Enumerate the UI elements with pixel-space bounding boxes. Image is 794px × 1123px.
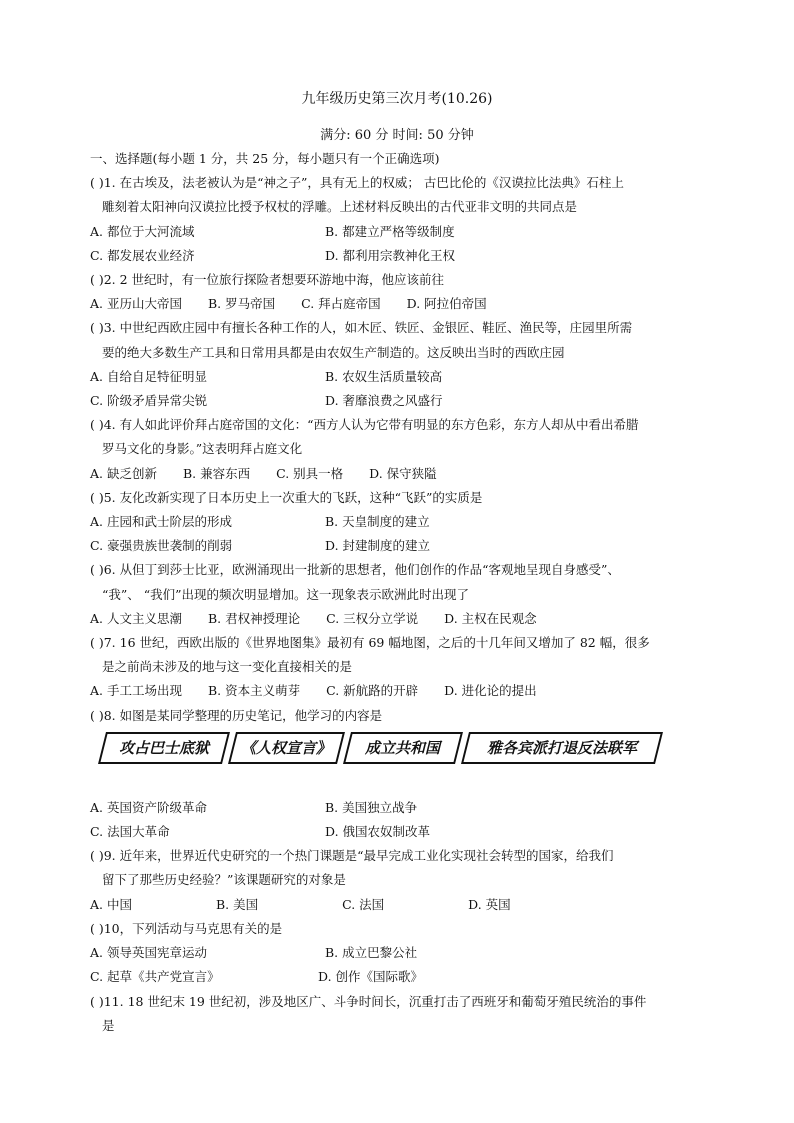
banner-item-declaration: 《人权宣言》 (228, 732, 345, 764)
q4-option-d: D. 保守狭隘 (369, 465, 437, 481)
question-list (90, 147, 720, 1038)
q6-options-row (90, 607, 720, 631)
q9-option-a: A. 中国 (90, 896, 132, 912)
q1-option-a: A. 都位于大河流域 (90, 223, 195, 239)
q4-stem-line2: 罗马文化的身影。”这表明拜占庭文化 (102, 441, 303, 457)
banner-item-republic: 成立共和国 (343, 732, 463, 764)
q5-option-d: D. 封建制度的建立 (325, 538, 431, 554)
q10-option-c: C. 起草《共产党宣言》 (90, 969, 220, 985)
q10-stem-line1: ( )10，下列活动与马克思有关的是 (90, 920, 283, 936)
exam-title: 九年级历史第三次月考(10.26) (301, 91, 493, 107)
q11-stem-line1: ( )11. 18 世纪末 19 世纪初，涉及地区广、斗争时间长，沉重打击了西班牙和葡萄牙殖民统治的事件 (90, 993, 647, 1009)
q5-stem-line1: ( )5. 友化改新实现了日本历史上一次重大的飞跃，这种“飞跃”的实质是 (90, 489, 483, 505)
q9-option-c: C. 法国 (342, 896, 385, 912)
q8-option-a: A. 英国资产阶级革命 (90, 799, 207, 815)
q9-stem-line2: 留下了那些历史经验？”该课题研究的对象是 (102, 872, 346, 888)
q3-option-b: B. 农奴生活质量较高 (325, 368, 443, 384)
q3-option-a: A. 自给自足特征明显 (90, 368, 207, 384)
q6-option-c: C. 三权分立学说 (326, 610, 419, 626)
q4-stem-line1: ( )4. 有人如此评价拜占庭帝国的文化：“西方人认为它带有明显的东方色彩，东方人却从中看出希腊 (90, 417, 639, 433)
q8-option-b: B. 美国独立战争 (325, 799, 418, 815)
q3-stem-line1: ( )3. 中世纪西欧庄园中有擅长各种工作的人，如木匠、铁匠、金银匠、鞋匠、渔民等，庄园里所需 (90, 320, 633, 336)
q4-options-row (90, 462, 720, 486)
q9-option-b: B. 美国 (215, 896, 259, 912)
banner-item-jacobins: 雅各宾派打退反法联军 (461, 732, 663, 764)
q6-stem-line2: “我”、 “我们”出现的频次明显增加。这一现象表示欧洲此时出现了 (102, 586, 470, 602)
section-heading: 一、选择题(每小题 1 分，共 25 分，每小题只有一个正确选项) (90, 151, 440, 166)
q3-option-c: C. 阶级矛盾异常尖锐 (90, 393, 208, 409)
q7-option-a: A. 手工工场出现 (90, 683, 182, 699)
q7-stem-line1: ( )7. 16 世纪，西欧出版的《世界地图集》最初有 69 幅地图，之后的十几年间又增加了 82 幅，很多 (90, 635, 650, 651)
q2-option-d: D. 阿拉伯帝国 (406, 296, 487, 312)
q9-stem-line1: ( )9. 近年来，世界近代史研究的一个热门课题是“最早完成工业化实现社会转型的国家，给我们 (90, 848, 614, 864)
q9-option-d: D. 英国 (468, 896, 511, 912)
q2-options-row (90, 292, 720, 316)
q1-option-b: B. 都建立严格等级制度 (325, 223, 455, 239)
q5-options-row2 (90, 534, 720, 558)
q3-options-row1 (90, 365, 720, 389)
banner-item-bastille: 攻占巴士底狱 (98, 732, 230, 764)
q1-options-row2 (90, 244, 720, 268)
q5-options-row1 (90, 510, 720, 534)
q1-stem-line1: ( )1. 在古埃及，法老被认为是“神之子”，具有无上的权威； 古巴比伦的《汉谟拉比法典》石柱上 (90, 175, 624, 191)
q2-option-b: B. 罗马帝国 (207, 296, 276, 312)
q7-options-row (90, 679, 720, 703)
q10-options-row2 (90, 965, 720, 989)
q10-option-b: B. 成立巴黎公社 (325, 945, 418, 961)
q5-option-b: B. 天皇制度的建立 (325, 514, 430, 530)
q5-option-a: A. 庄园和武士阶层的形成 (90, 514, 232, 530)
q1-option-d: D. 都利用宗教神化王权 (325, 247, 456, 263)
q8-history-notes-banner (102, 732, 720, 766)
q6-option-a: A. 人文主义思潮 (90, 610, 182, 626)
q4-option-c: C. 别具一格 (276, 465, 344, 481)
q8-options-row1 (90, 796, 720, 820)
q6-option-d: D. 主权在民观念 (444, 610, 537, 626)
q11-stem-line2: 是 (102, 1017, 115, 1033)
q7-option-d: D. 进化论的提出 (444, 683, 537, 699)
q2-stem-line1: ( )2. 2 世纪时，有一位旅行探险者想要环游地中海，他应该前往 (90, 272, 445, 288)
q3-options-row2 (90, 389, 720, 413)
q1-stem-line2: 雕刻着太阳神向汉谟拉比授予权杖的浮雕。上述材料反映出的古代亚非文明的共同点是 (102, 199, 578, 215)
q4-option-b: B. 兼容东西 (182, 465, 251, 481)
q6-stem-line1: ( )6. 从但丁到莎士比亚，欧洲涌现出一批新的思想者，他们创作的作品“客观地呈现自身感受”、 (90, 562, 620, 578)
q4-option-a: A. 缺乏创新 (90, 465, 157, 481)
q8-options-row2 (90, 820, 720, 844)
q3-option-d: D. 奢靡浪费之风盛行 (325, 393, 443, 409)
q1-option-c: C. 都发展农业经济 (90, 247, 195, 263)
q6-option-b: B. 君权神授理论 (207, 610, 301, 626)
q10-option-d: D. 创作《国际歌》 (318, 969, 424, 985)
q3-stem-line2: 要的绝大多数生产工具和日常用具都是由农奴生产制造的。这反映出当时的西欧庄园 (102, 344, 565, 360)
q7-stem-line2: 是之前尚未涉及的地与这一变化直接相关的是 (102, 659, 353, 675)
q8-option-c: C. 法国大革命 (90, 824, 170, 840)
q9-options-row (90, 893, 720, 917)
exam-meta: 满分: 60 分 时间: 50 分钟 (320, 128, 474, 143)
q5-option-c: C. 豪强贵族世袭制的削弱 (90, 538, 233, 554)
q8-stem-line1: ( )8. 如图是某同学整理的历史笔记，他学习的内容是 (90, 707, 383, 723)
q1-options-row1 (90, 220, 720, 244)
q10-options-row1 (90, 941, 720, 965)
q8-option-d: D. 俄国农奴制改革 (325, 824, 431, 840)
q7-option-c: C. 新航路的开辟 (326, 683, 419, 699)
q10-option-a: A. 领导英国宪章运动 (90, 945, 207, 961)
q7-option-b: B. 资本主义萌芽 (207, 683, 301, 699)
q2-option-c: C. 拜占庭帝国 (301, 296, 381, 312)
q2-option-a: A. 亚历山大帝国 (90, 296, 182, 312)
